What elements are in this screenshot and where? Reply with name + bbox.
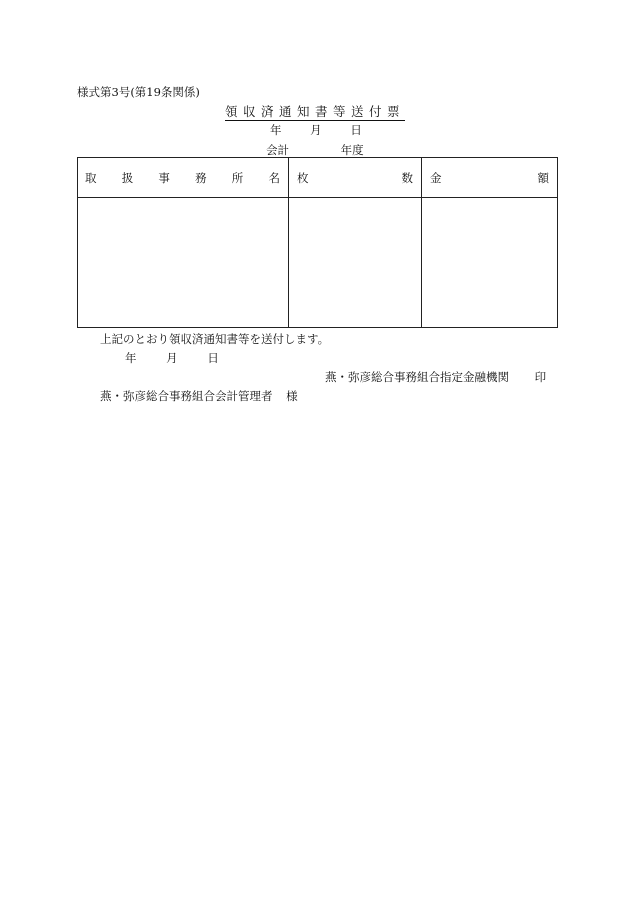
header-count-char: 枚 (297, 170, 309, 185)
header-office-name (78, 158, 289, 198)
header-office-char: 事 (158, 170, 170, 185)
header-office-char: 取 (85, 170, 97, 185)
recipient-honorific: 様 (286, 389, 298, 403)
document-title-text: 領収済通知書等送付票 (224, 104, 405, 119)
table-row (78, 198, 558, 328)
form-number: 様式第3号(第19条関係) (77, 85, 200, 99)
document-title (0, 102, 630, 120)
header-office-char: 務 (195, 170, 207, 185)
fiscal-year-row (266, 142, 364, 158)
count-cell[interactable] (289, 198, 422, 328)
header-amount-char: 金 (430, 170, 442, 185)
header-count (289, 158, 422, 198)
sender-bank-name: 燕・弥彦総合事務組合指定金融機関 (325, 370, 509, 384)
amount-cell[interactable] (422, 198, 558, 328)
fiscal-year-label: 年度 (340, 143, 364, 157)
issue-date-year-label: 年 (270, 123, 282, 137)
sent-date-year-label: 年 (125, 351, 137, 365)
header-office-char: 扱 (121, 170, 134, 185)
header-office-char: 所 (231, 170, 244, 185)
recipient-line (100, 388, 298, 404)
recipient-name: 燕・弥彦総合事務組合会計管理者 (100, 389, 273, 403)
seal-mark: 印 (534, 370, 547, 384)
sent-date-row (125, 350, 219, 366)
sent-date-day-label: 日 (207, 351, 219, 365)
issue-date-month-label: 月 (310, 123, 322, 137)
table-header-row (78, 158, 558, 198)
header-amount-char: 額 (537, 170, 549, 185)
sender-bank-line (325, 369, 546, 385)
statement-text: 上記のとおり領収済通知書等を送付します。 (100, 332, 330, 346)
sent-date-month-label: 月 (166, 351, 178, 365)
header-count-char: 数 (401, 170, 413, 185)
issue-date-day-label: 日 (350, 123, 362, 137)
office-name-cell[interactable] (78, 198, 289, 328)
fiscal-account-label: 会計 (266, 143, 289, 157)
issue-date-row (270, 122, 362, 138)
transmittal-table (77, 157, 558, 328)
header-amount (422, 158, 558, 198)
header-office-char: 名 (268, 170, 280, 185)
